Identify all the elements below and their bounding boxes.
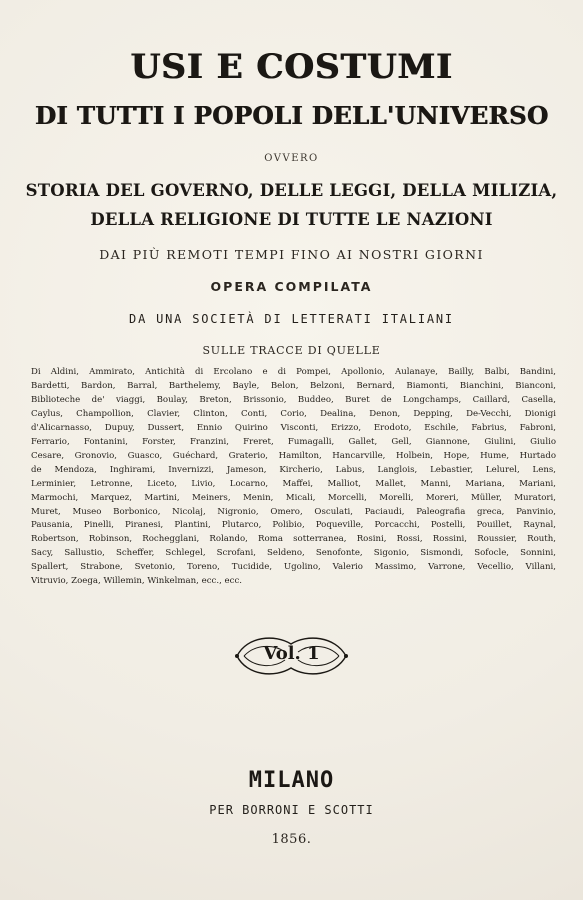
description-line-1: STORIA DEL GOVERNO, DELLE LEGGI, DELLA MILIZIA, — [25, 181, 558, 200]
opera-compilata-line: OPERA COMPILATA — [210, 279, 373, 294]
author-line: Caylus, Champollion, Clavier, Clinton, Conti, Corio, Dealina, Denon, Depping, De-Vecchi, Dionigi — [31, 408, 556, 419]
author-line: Muret, Museo Borbonico, Nicolaj, Nigronio, Omero, Osculati, Paciaudi, Paleografia greca, Panvinio, — [31, 506, 556, 517]
volume-ornament — [229, 626, 354, 686]
author-line: Bardetti, Bardon, Barral, Barthelemy, Bayle, Belon, Belzoni, Bernard, Biamonti, Bianchini, Bianconi, — [31, 380, 556, 391]
publication-year: 1856. — [271, 832, 312, 847]
society-line: DA UNA SOCIETÀ DI LETTERATI ITALIANI — [129, 312, 454, 326]
author-line: Spallert, Strabone, Svetonio, Toreno, Tucidide, Ugolino, Valerio Massimo, Varrone, Vecellio, Villani, — [31, 562, 556, 573]
subtitle: DI TUTTI I POPOLI DELL'UNIVERSO — [34, 101, 549, 130]
volume-number: Vol. 1 — [263, 643, 320, 664]
author-line: Cesare, Gronovio, Guasco, Guéchard, Graterio, Hamilton, Hancarville, Holbein, Hope, Hume, Hurtado — [31, 450, 556, 461]
author-line: d'Alicarnasso, Dupuy, Dussert, Ennio Quirino Visconti, Erizzo, Erodoto, Eschile, Fabrius, Fabroni, — [31, 422, 556, 433]
description-line-2: DELLA RELIGIONE DI TUTTE LE NAZIONI — [90, 210, 493, 229]
time-span-line: DAI PIÙ REMOTI TEMPI FINO AI NOSTRI GIORNI — [99, 247, 484, 262]
publication-city: MILANO — [248, 768, 335, 793]
sources-intro-line: SULLE TRACCE DI QUELLE — [202, 344, 381, 357]
author-line: Marmochi, Marquez, Martini, Meiners, Menin, Micali, Morcelli, Morelli, Moreri, Müller, Muratori, — [31, 492, 556, 503]
author-line: Di Aldini, Ammirato, Antichità di Ercolano e di Pompei, Apollonio, Aulanaye, Bailly, Balbi, Bandini, — [31, 367, 556, 377]
author-line: Ferrario, Fontanini, Forster, Franzini, Freret, Fumagalli, Gallet, Gell, Giannone, Giulini, Giulio — [31, 436, 556, 447]
publisher-line: PER BORRONI E SCOTTI — [209, 803, 374, 817]
author-line: Pausania, Pinelli, Piranesi, Plantini, Plutarco, Polibio, Poqueville, Porcacchi, Postelli, Pouillet, Raynal, — [31, 520, 556, 531]
author-line: Lerminier, Letronne, Liceto, Livio, Locarno, Maffei, Malliot, Mallet, Manni, Mariana, Mariani, — [31, 478, 556, 489]
author-line: Vitruvio, Zoega, Willemin, Winkelman, ecc., ecc. — [31, 576, 242, 587]
ovvero-text: OVVERO — [264, 153, 319, 164]
author-line: de Mendoza, Inghirami, Invernizzi, Jameson, Kircherio, Labus, Langlois, Lebastier, Lelurel, Lens, — [31, 464, 556, 475]
author-line: Biblioteche de' viaggi, Boulay, Breton, Brissonio, Buddeo, Buret de Longchamps, Caillard, Casella, — [31, 394, 556, 405]
author-line: Robertson, Robinson, Rochegglani, Rolando, Roma sotterranea, Rosini, Rossi, Rossini, Roussier, Routh, — [31, 534, 556, 545]
author-list — [31, 366, 556, 606]
author-line: Sacy, Sallustio, Scheffer, Schlegel, Scrofani, Seldeno, Senofonte, Sigonio, Sismondi, Sofocle, Sonnini, — [31, 548, 556, 559]
main-title: USI E COSTUMI — [130, 47, 453, 87]
